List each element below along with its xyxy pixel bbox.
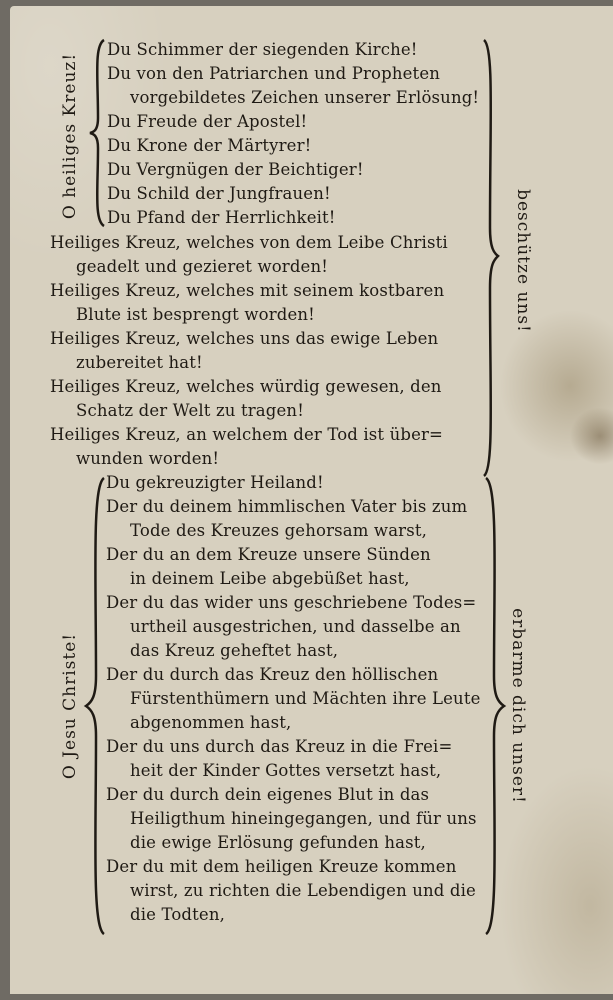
right-label-top: beschütze uns! (513, 189, 533, 333)
litany-line: Der du mit dem heiligen Kreuze kommen (106, 857, 457, 876)
litany-line: wunden worden! (76, 449, 220, 468)
litany-line: wirst, zu richten die Lebendigen und die (130, 881, 476, 900)
litany-line: Schatz der Welt zu tragen! (76, 401, 304, 420)
litany-line: Heiliges Kreuz, welches uns das ewige Leben (50, 329, 439, 348)
litany-line: Du Schild der Jungfrauen! (107, 184, 331, 203)
litany-line: die ewige Erlösung gefunden hast, (130, 833, 426, 852)
litany-line: Heiliges Kreuz, welches würdig gewesen, den (50, 377, 442, 396)
litany-line: Du von den Patriarchen und Propheten (107, 64, 441, 83)
litany-line: Du Krone der Märtyrer! (107, 136, 312, 155)
litany-line: Heiliges Kreuz, an welchem der Tod ist über= (50, 425, 444, 444)
litany-line: urtheil ausgestrichen, und dasselbe an (130, 617, 461, 636)
litany-line: Du Vergnügen der Beichtiger! (107, 160, 364, 179)
left-brace-top (88, 38, 108, 228)
litany-line: in deinem Leibe abgebüßet hast, (130, 569, 410, 588)
litany-line: Der du durch das Kreuz den höllischen (106, 665, 439, 684)
left-brace-bottom (84, 476, 108, 936)
right-brace-bottom (484, 476, 508, 936)
litany-line: abgenommen hast, (130, 713, 292, 732)
litany-line: Du Freude der Apostel! (107, 112, 308, 131)
litany-line: Heiliges Kreuz, welches von dem Leibe Christi (50, 233, 448, 252)
right-label-bottom: erbarme dich unser! (508, 608, 528, 804)
litany-line: Du Schimmer der siegenden Kirche! (107, 40, 418, 59)
litany-line: Fürstenthümern und Mächten ihre Leute (130, 689, 481, 708)
litany-line: Heiligthum hineingegangen, und für uns (130, 809, 477, 828)
litany-line: Der du an dem Kreuze unsere Sünden (106, 545, 431, 564)
left-label-top: O heiliges Kreuz! (60, 52, 80, 220)
litany-line: zubereitet hat! (76, 353, 203, 372)
litany-line: heit der Kinder Gottes versetzt hast, (130, 761, 442, 780)
litany-line: Blute ist besprengt worden! (76, 305, 315, 324)
right-brace-top (482, 38, 502, 478)
litany-line: Heiliges Kreuz, welches mit seinem kostbaren (50, 281, 445, 300)
litany-line: Tode des Kreuzes gehorsam warst, (130, 521, 428, 540)
left-label-bottom: O Jesu Christe! (60, 632, 80, 780)
litany-line: Der du uns durch das Kreuz in die Frei= (106, 737, 453, 756)
litany-line: Der du deinem himmlischen Vater bis zum (106, 497, 468, 516)
litany-line: vorgebildetes Zeichen unserer Erlösung! (130, 88, 480, 107)
litany-line: Du gekreuzigter Heiland! (106, 473, 324, 492)
book-page (10, 6, 613, 994)
litany-line: Der du das wider uns geschriebene Todes= (106, 593, 477, 612)
litany-line: geadelt und gezieret worden! (76, 257, 329, 276)
litany-line: Du Pfand der Herrlichkeit! (107, 208, 336, 227)
litany-line: das Kreuz geheftet hast, (130, 641, 339, 660)
litany-line: Der du durch dein eigenes Blut in das (106, 785, 430, 804)
litany-line: die Todten, (130, 905, 225, 924)
